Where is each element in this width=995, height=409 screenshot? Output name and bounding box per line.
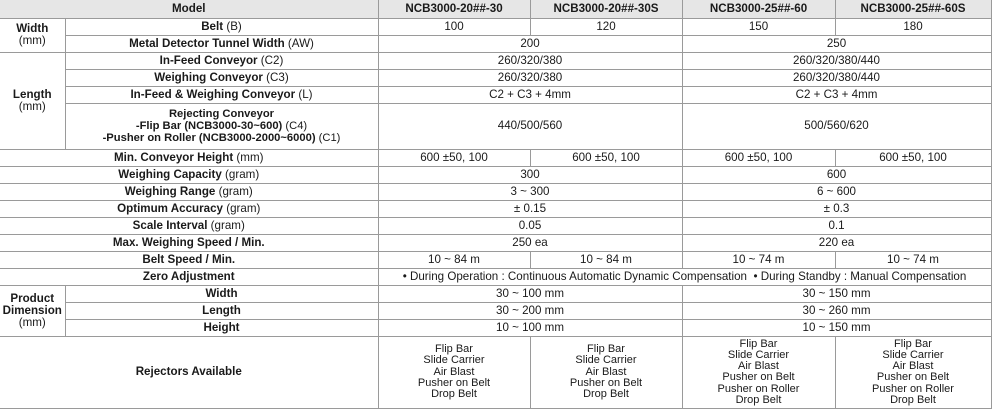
rejectors-col-4 bbox=[835, 336, 991, 408]
belt-unit: (B) bbox=[226, 19, 242, 33]
belt-value-1: 100 bbox=[378, 18, 530, 35]
rejector-item: Air Blast bbox=[738, 360, 779, 373]
max-speed-value-2: 220 ea bbox=[682, 234, 991, 251]
rejector-item: Slide Carrier bbox=[882, 348, 944, 361]
rejecting-conveyor-row bbox=[0, 103, 991, 149]
pd-height-label: Height bbox=[65, 319, 378, 336]
scale-unit: (gram) bbox=[210, 218, 245, 232]
rejecting-line-3 bbox=[68, 132, 376, 144]
in-feed-weighing-value-2: C2 + C3 + 4mm bbox=[682, 86, 991, 103]
range-unit: (gram) bbox=[218, 184, 253, 198]
weighing-conveyor-value-1: 260/320/380 bbox=[378, 69, 682, 86]
scale-label-text: Scale Interval bbox=[132, 218, 208, 232]
pd-width-value-2: 30 ~ 150 mm bbox=[682, 285, 991, 302]
rejector-item: Air Blast bbox=[892, 360, 934, 373]
belt-value-2: 120 bbox=[530, 18, 682, 35]
product-dimension-line-1: Product bbox=[10, 291, 55, 305]
belt-speed-value-1: 10 ~ 84 m bbox=[378, 251, 530, 268]
belt-speed-value-2: 10 ~ 84 m bbox=[530, 251, 682, 268]
capacity-unit: (gram) bbox=[225, 167, 260, 181]
metal-detector-value-1: 200 bbox=[378, 35, 682, 52]
accuracy-row bbox=[0, 200, 991, 217]
rejecting-value-2: 500/560/620 bbox=[682, 103, 991, 149]
metal-detector-value-2: 250 bbox=[682, 35, 991, 52]
rejectors-row bbox=[0, 336, 991, 408]
rejecting-line-2 bbox=[68, 120, 376, 132]
belt-label-text: Belt bbox=[201, 19, 224, 33]
header-row bbox=[0, 0, 991, 18]
product-dimension-group-label bbox=[0, 285, 65, 336]
scale-row bbox=[0, 217, 991, 234]
range-value-1: 3 ~ 300 bbox=[378, 183, 682, 200]
rejector-item: Pusher on Roller bbox=[872, 382, 954, 395]
belt-speed-row bbox=[0, 251, 991, 268]
metal-detector-label-text: Metal Detector Tunnel Width bbox=[129, 36, 285, 50]
rejectors-col-1 bbox=[378, 336, 530, 408]
rejector-item: Flip Bar bbox=[739, 337, 778, 350]
weighing-conveyor-label-text: Weighing Conveyor bbox=[154, 70, 263, 84]
rejector-item: Pusher on Roller bbox=[717, 382, 800, 395]
in-feed-row bbox=[0, 52, 991, 69]
rejector-item: Pusher on Belt bbox=[876, 371, 950, 384]
model-3-header: NCB3000-25##-60 bbox=[682, 0, 835, 18]
product-dimension-unit: (mm) bbox=[18, 315, 46, 329]
rejecting-line-2-unit: (C4) bbox=[285, 120, 308, 133]
pd-length-value-2: 30 ~ 260 mm bbox=[682, 302, 991, 319]
min-height-unit: (mm) bbox=[236, 150, 264, 164]
pd-width-label: Width bbox=[65, 285, 378, 302]
rejector-item: Drop Belt bbox=[583, 388, 629, 401]
in-feed-weighing-value-1: C2 + C3 + 4mm bbox=[378, 86, 682, 103]
belt-row bbox=[0, 18, 991, 35]
rejecting-line-3-unit: (C1) bbox=[318, 132, 341, 145]
rejector-item: Flip Bar bbox=[894, 337, 932, 350]
scale-value-2: 0.1 bbox=[682, 217, 991, 234]
accuracy-unit: (gram) bbox=[226, 201, 261, 215]
rejectors-col-2 bbox=[530, 336, 682, 408]
min-height-value-2: 600 ±50, 100 bbox=[530, 149, 682, 166]
min-height-label-text: Min. Conveyor Height bbox=[114, 150, 234, 164]
in-feed-value-1: 260/320/380 bbox=[378, 52, 682, 69]
zero-adjustment-label: Zero Adjustment bbox=[0, 268, 378, 285]
rejector-item: Flip Bar bbox=[587, 343, 625, 356]
rejector-item: Air Blast bbox=[585, 365, 627, 378]
in-feed-weighing-unit: (L) bbox=[298, 87, 313, 101]
accuracy-value-1: ± 0.15 bbox=[378, 200, 682, 217]
zero-adjustment-value: • During Operation : Continuous Automatic Dynamic Compensation • During Standby : Manual Compensation bbox=[378, 268, 991, 285]
model-1-header: NCB3000-20##-30 bbox=[378, 0, 530, 18]
product-dimension-line-2: Dimension bbox=[2, 303, 62, 317]
rejector-item: Pusher on Belt bbox=[417, 377, 491, 390]
belt-value-3: 150 bbox=[682, 18, 835, 35]
width-group-unit: (mm) bbox=[18, 34, 46, 48]
in-feed-unit: (C2) bbox=[260, 53, 284, 67]
range-label-text: Weighing Range bbox=[124, 184, 216, 198]
rejector-item: Air Blast bbox=[433, 365, 475, 378]
rejecting-line-3-text: -Pusher on Roller (NCB3000-2000~6000) bbox=[102, 132, 316, 145]
pd-width-value-1: 30 ~ 100 mm bbox=[378, 285, 682, 302]
rejecting-line-1: Rejecting Conveyor bbox=[168, 108, 275, 121]
rejector-item: Drop Belt bbox=[735, 394, 782, 406]
rejector-item: Slide Carrier bbox=[423, 354, 485, 367]
pd-length-value-1: 30 ~ 200 mm bbox=[378, 302, 682, 319]
max-speed-label: Max. Weighing Speed / Min. bbox=[0, 234, 378, 251]
in-feed-weighing-label bbox=[65, 86, 378, 103]
model-header: Model bbox=[0, 0, 378, 18]
rejecting-line-2-text: -Flip Bar (NCB3000-30~600) bbox=[135, 120, 283, 133]
capacity-value-1: 300 bbox=[378, 166, 682, 183]
metal-detector-unit: (AW) bbox=[287, 36, 314, 50]
rejector-item: Drop Belt bbox=[890, 394, 936, 406]
capacity-label bbox=[0, 166, 378, 183]
range-label bbox=[0, 183, 378, 200]
rejectors-label: Rejectors Available bbox=[0, 336, 378, 408]
weighing-conveyor-unit: (C3) bbox=[266, 70, 289, 84]
in-feed-weighing-label-text: In-Feed & Weighing Conveyor bbox=[130, 87, 296, 101]
belt-label bbox=[65, 18, 378, 35]
width-group-label bbox=[0, 18, 65, 52]
min-height-row bbox=[0, 149, 991, 166]
weighing-conveyor-row bbox=[0, 69, 991, 86]
in-feed-weighing-row bbox=[0, 86, 991, 103]
accuracy-label bbox=[0, 200, 378, 217]
min-height-value-1: 600 ±50, 100 bbox=[378, 149, 530, 166]
in-feed-value-2: 260/320/380/440 bbox=[682, 52, 991, 69]
min-height-value-4: 600 ±50, 100 bbox=[835, 149, 991, 166]
rejector-item: Flip Bar bbox=[435, 343, 473, 356]
length-group-name: Length bbox=[12, 87, 52, 101]
pd-length-label: Length bbox=[65, 302, 378, 319]
metal-detector-row bbox=[0, 35, 991, 52]
rejectors-col-3 bbox=[682, 336, 835, 408]
model-4-header: NCB3000-25##-60S bbox=[835, 0, 991, 18]
scale-label bbox=[0, 217, 378, 234]
pd-length-row bbox=[0, 302, 991, 319]
pd-height-value-1: 10 ~ 100 mm bbox=[378, 319, 682, 336]
in-feed-label bbox=[65, 52, 378, 69]
belt-value-4: 180 bbox=[835, 18, 991, 35]
pd-width-row bbox=[0, 285, 991, 302]
capacity-row bbox=[0, 166, 991, 183]
accuracy-value-2: ± 0.3 bbox=[682, 200, 991, 217]
weighing-conveyor-label bbox=[65, 69, 378, 86]
belt-speed-label: Belt Speed / Min. bbox=[0, 251, 378, 268]
width-group-name: Width bbox=[16, 22, 49, 36]
length-group-unit: (mm) bbox=[18, 99, 46, 113]
rejecting-conveyor-label bbox=[65, 103, 378, 149]
rejector-item: Slide Carrier bbox=[727, 348, 790, 361]
min-height-label bbox=[0, 149, 378, 166]
pd-height-row bbox=[0, 319, 991, 336]
belt-speed-value-4: 10 ~ 74 m bbox=[835, 251, 991, 268]
length-group-label bbox=[0, 52, 65, 149]
rejector-item: Slide Carrier bbox=[575, 354, 637, 367]
capacity-value-2: 600 bbox=[682, 166, 991, 183]
range-value-2: 6 ~ 600 bbox=[682, 183, 991, 200]
max-speed-row bbox=[0, 234, 991, 251]
max-speed-value-1: 250 ea bbox=[378, 234, 682, 251]
capacity-label-text: Weighing Capacity bbox=[118, 167, 222, 181]
weighing-conveyor-value-2: 260/320/380/440 bbox=[682, 69, 991, 86]
belt-speed-value-3: 10 ~ 74 m bbox=[682, 251, 835, 268]
min-height-value-3: 600 ±50, 100 bbox=[682, 149, 835, 166]
model-2-header: NCB3000-20##-30S bbox=[530, 0, 682, 18]
metal-detector-label bbox=[65, 35, 378, 52]
range-row bbox=[0, 183, 991, 200]
rejector-item: Pusher on Belt bbox=[569, 377, 643, 390]
rejector-item: Pusher on Belt bbox=[722, 371, 795, 384]
in-feed-label-text: In-Feed Conveyor bbox=[159, 53, 258, 67]
scale-value-1: 0.05 bbox=[378, 217, 682, 234]
accuracy-label-text: Optimum Accuracy bbox=[117, 201, 223, 215]
rejecting-value-1: 440/500/560 bbox=[378, 103, 682, 149]
zero-adjustment-row bbox=[0, 268, 991, 285]
pd-height-value-2: 10 ~ 150 mm bbox=[682, 319, 991, 336]
rejector-item: Drop Belt bbox=[431, 388, 477, 401]
